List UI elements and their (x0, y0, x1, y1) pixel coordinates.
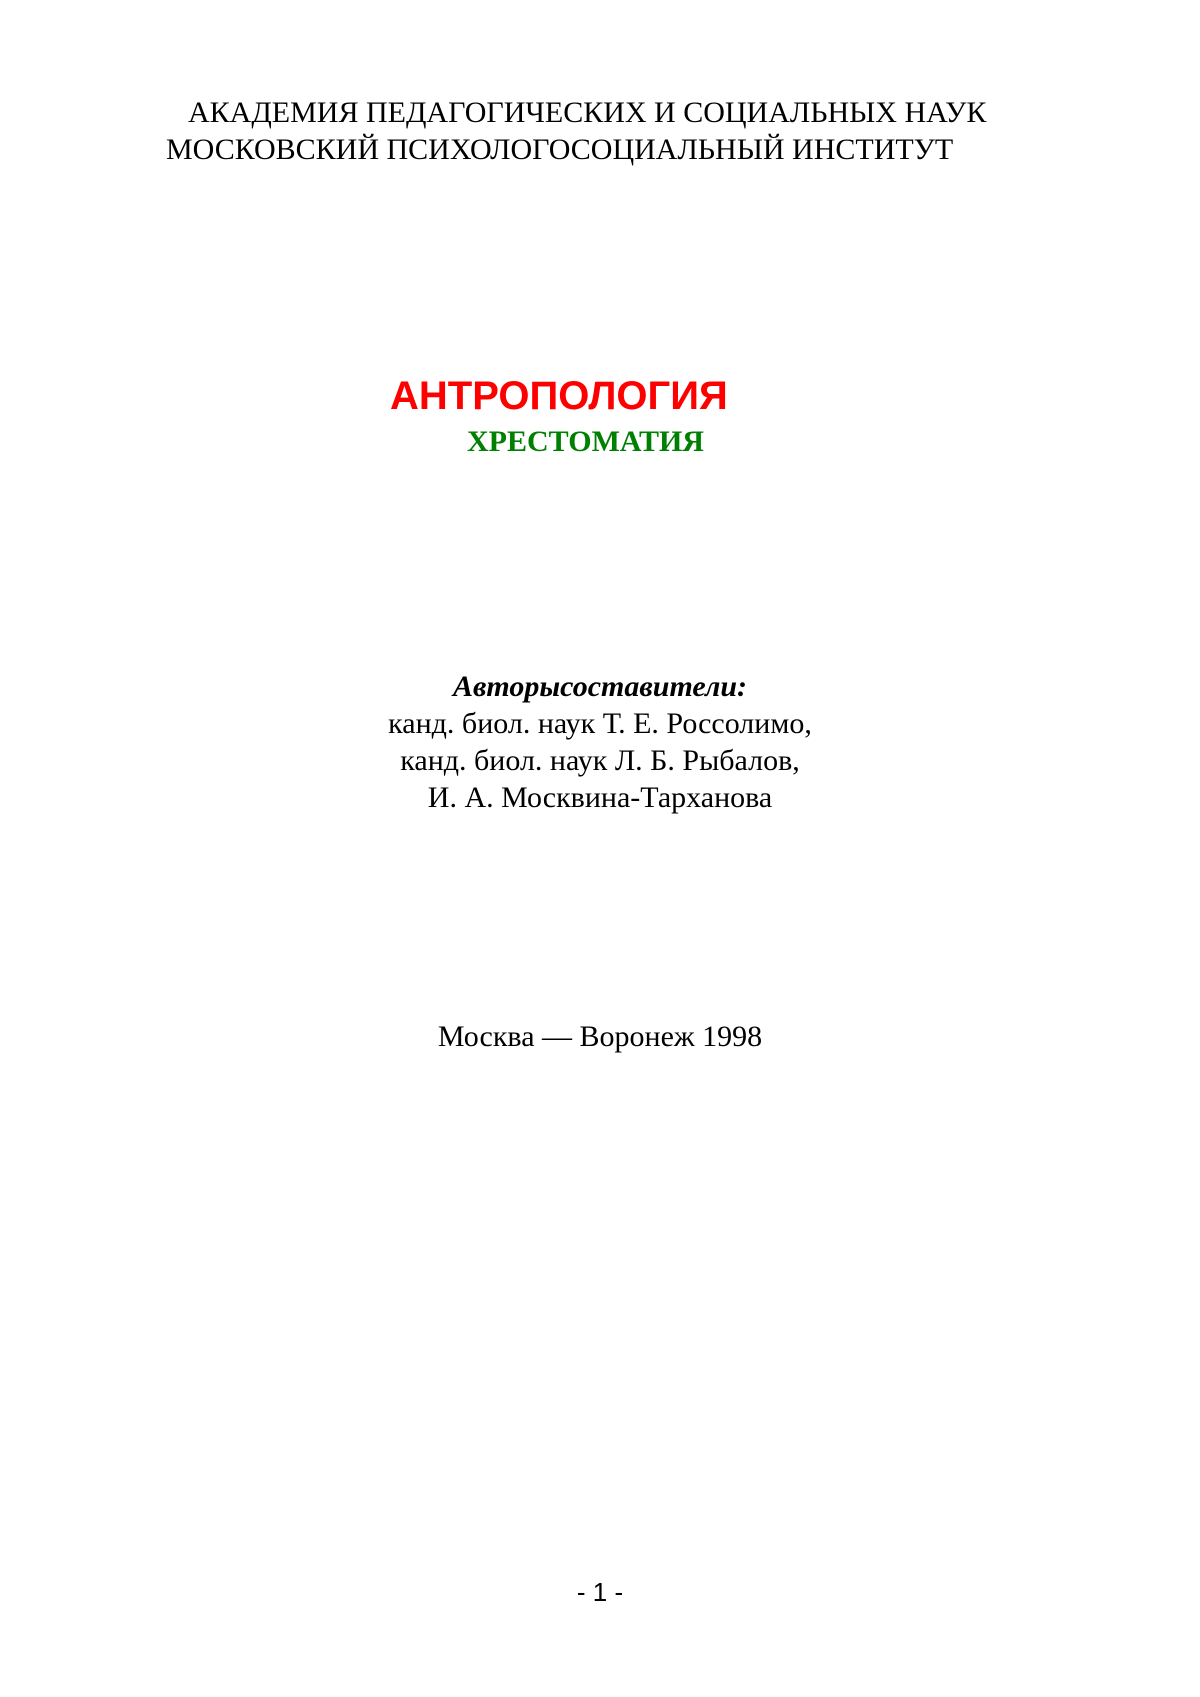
academy-name: АКАДЕМИЯ ПЕДАГОГИЧЕСКИХ И СОЦИАЛЬНЫХ НАУК (188, 96, 987, 129)
author-line: канд. биол. наук Л. Б. Рыбалов, (400, 744, 800, 777)
book-title: АНТРОПОЛОГИЯ (390, 374, 728, 418)
institute-name: МОСКОВСКИЙ ПСИХОЛОГОСОЦИАЛЬНЫЙ ИНСТИТУТ (166, 133, 954, 166)
author-line: канд. биол. наук Т. Е. Россолимо, (388, 707, 812, 740)
authors-heading: Авторысоставители: (452, 670, 748, 703)
authors-block (0, 668, 1200, 816)
city-year: Москва — Воронеж 1998 (437, 1020, 763, 1053)
book-subtitle: ХРЕСТОМАТИЯ (467, 425, 704, 458)
author-line: И. А. Москвина-Тарханова (427, 781, 773, 814)
page-number: - 1 - (576, 1577, 624, 1607)
